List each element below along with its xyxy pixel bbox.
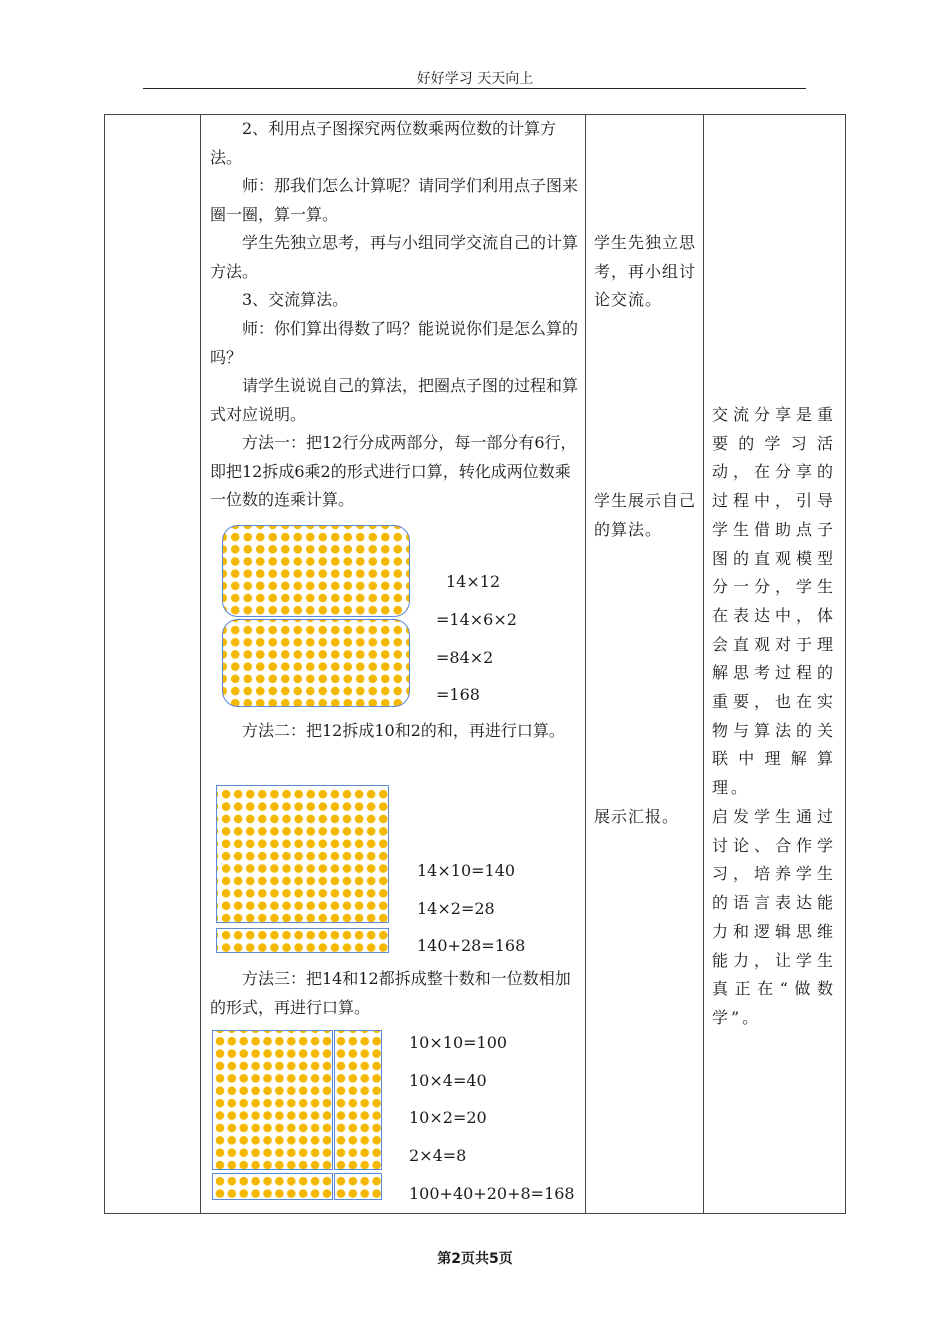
method3-formula: 10×4=40 [409, 1071, 487, 1090]
student-activity: 学生先独立思考，再小组讨论交流。 [594, 233, 697, 310]
dot-group-top [222, 525, 410, 617]
page-header: 好好学习 天天向上 [416, 71, 534, 87]
dot-group-bottom [222, 619, 410, 707]
dot-grid-2x4 [334, 1173, 382, 1200]
column-divider [200, 115, 201, 1213]
student-activity: 展示汇报。 [594, 807, 680, 826]
method1-formula: =14×6×2 [436, 610, 517, 629]
header-rule [143, 88, 806, 89]
method2-formula: 140+28=168 [417, 936, 526, 955]
main-paragraph: 方法二：把12拆成10和2的和，再进行口算。 [242, 721, 565, 740]
dot-grid-2-rows [216, 928, 389, 953]
method3-formula: 2×4=8 [409, 1146, 467, 1165]
dot-grid-10x10 [212, 1030, 333, 1170]
student-activity: 学生展示自己的算法。 [594, 491, 697, 539]
method3-formula: 100+40+20+8=168 [409, 1184, 575, 1203]
dot-grid-10x4 [334, 1030, 382, 1170]
method2-formula: 14×2=28 [417, 899, 495, 918]
main-paragraph: 方法一：把12行分成两部分，每一部分有6行，即把12拆成6乘2的形式进行口算，转化成两位数乘一位数的连乘计算。 [210, 433, 577, 510]
main-paragraph: 师：那我们怎么计算呢？请同学们利用点子图来圈一圈，算一算。 [210, 176, 579, 224]
method2-formula: 14×10=140 [417, 861, 516, 880]
page-footer: 第2页共5页 [437, 1251, 513, 1267]
design-remark: 启发学生通过讨论、合作学习，培养学生的语言表达能力和逻辑思维能力，让学生真正在“做数学”。 [712, 807, 836, 1027]
main-paragraph: 师：你们算出得数了吗？能说说你们是怎么算的吗？ [210, 319, 579, 367]
dot-grid-2x10 [212, 1173, 333, 1200]
method1-formula: =168 [436, 685, 480, 704]
lesson-table [104, 114, 846, 1214]
main-paragraph: 3、交流算法。 [242, 290, 349, 309]
main-paragraph: 请学生说说自己的算法，把圈点子图的过程和算式对应说明。 [210, 376, 579, 424]
main-paragraph: 学生先独立思考，再与小组同学交流自己的计算方法。 [210, 233, 579, 281]
method3-formula: 10×2=20 [409, 1108, 487, 1127]
method1-formula: =84×2 [436, 648, 494, 667]
main-paragraph: 2、利用点子图探究两位数乘两位数的计算方法。 [210, 119, 557, 167]
dot-grid-10-rows [216, 785, 389, 923]
design-remark: 交流分享是重要的学习活动，在分享的过程中，引导学生借助点子图的直观模型分一分，学生在表达中，体会直观对于理解思考过程的重要，也在实物与算法的关联中理解算理。 [712, 405, 836, 798]
method3-formula: 10×10=100 [409, 1033, 508, 1052]
column-divider [585, 115, 586, 1213]
main-paragraph: 方法三：把14和12都拆成整十数和一位数相加的形式，再进行口算。 [210, 969, 571, 1017]
method1-formula: 14×12 [446, 572, 501, 591]
